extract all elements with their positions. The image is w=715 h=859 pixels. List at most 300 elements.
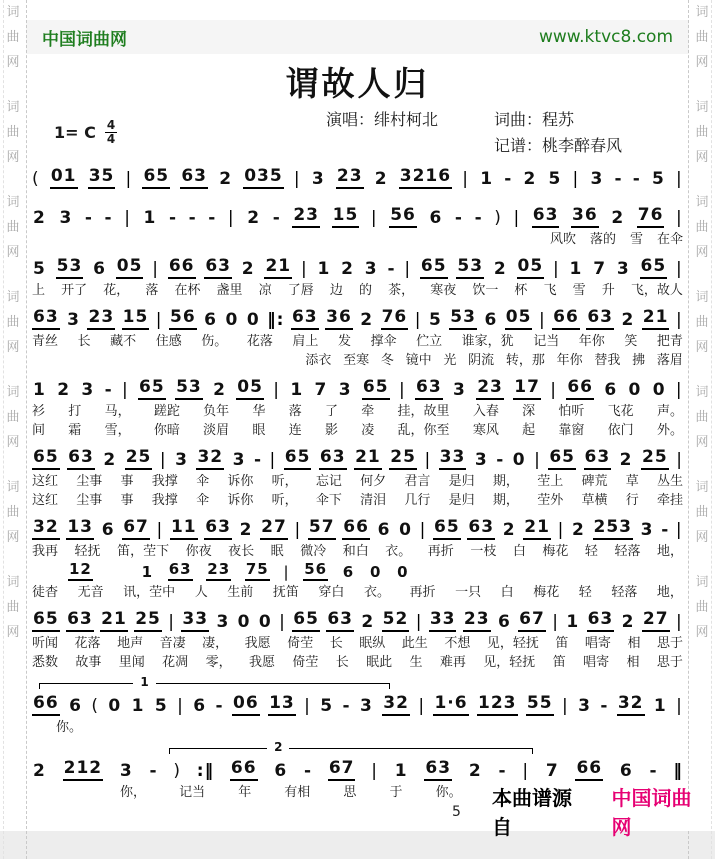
lyric-word: 谁家，犹 [461,334,514,349]
source-site-link[interactable]: 中国词曲网 [611,786,692,839]
note-group: 65 [420,256,448,279]
lyric-word: 藏不 [110,334,137,349]
note-group: 63 [424,758,452,781]
lyric-word: 我再 [32,544,59,559]
rail-watermark-char: 曲 [695,600,709,615]
lyric-word: 思于 [656,655,683,670]
lyric-word: 入春 [472,404,499,419]
lyric-word: 地， [656,544,683,559]
rail-watermark-char: 网 [6,340,20,355]
lyric-word: 连 [288,423,302,438]
note-group: 3 [59,208,73,228]
lyric-word: 了 [324,404,338,419]
page-number: 5 [452,804,461,820]
note-group: 23 [206,560,231,581]
barline: | [121,380,129,400]
lyric-word: 轻抚 [74,544,101,559]
barline: | [552,259,560,279]
rail-gap [689,550,715,570]
lyrics-row [32,349,683,368]
score-line [32,376,683,438]
barline: | [557,520,565,540]
barline: | [513,208,521,228]
note-group: 1 [569,259,583,279]
rail-watermark-char: 曲 [6,30,20,45]
note-group: 1 [394,761,408,781]
lyrics-row [32,632,683,651]
note-group: 6 [429,208,443,228]
bottom-band [0,831,715,859]
rail-gap [0,265,26,285]
note-group: 76 [381,307,409,330]
barline: | [152,259,160,279]
lyric-word: 我愿 [244,636,271,651]
note-group: 56 [169,307,197,330]
note-group: 2 [493,259,507,279]
rail-watermark-char: 曲 [695,125,709,140]
note-group: 212 [63,758,104,781]
note-group: 2 [213,380,226,400]
time-signature-bottom: 4 [106,131,116,146]
time-signature-top: 4 [106,118,116,132]
lyric-word: 生前 [227,585,254,600]
lyric-word: 轻 [584,544,598,559]
rail-gap [689,265,715,285]
dash: - [215,696,224,716]
rail-watermark-char: 网 [695,55,709,70]
lyric-word: 年你 [556,353,583,368]
barline: | [398,380,406,400]
lyric-word: 笛 [552,655,566,670]
note-group: 23 [476,377,504,400]
lyric-word: 添衣 [305,353,332,368]
note-group: 63 [204,517,232,540]
lyric-word: 诉你 [227,493,254,508]
phrase-paren: ) [494,208,502,228]
rail-watermark-char: 词 [695,385,709,400]
lyric-word: 寒风 [472,423,499,438]
lyric-word: 落眉 [656,353,683,368]
lyric-word: 飞花 [607,404,634,419]
rail-watermark-char: 曲 [695,410,709,425]
lyric-word: 是归 [448,493,475,508]
note-group: 2 [241,259,255,279]
note-group: 0 [397,563,409,581]
note-group: 32 [382,693,410,716]
rail-watermark-char: 网 [695,530,709,545]
note-group: 27 [260,517,288,540]
lyric-word: 忘记 [315,474,342,489]
barline: | [168,612,175,632]
left-decorative-rail [0,0,27,859]
rail-gap [689,170,715,190]
note-group: 32 [617,693,645,716]
barline: | [177,696,184,716]
note-group: 6 [101,520,115,540]
note-group: 05 [236,377,264,400]
lyric-word: 乱，你至 [397,423,450,438]
lyrics-row [32,540,683,559]
site-name-link[interactable]: 中国词曲网 [42,29,127,50]
dash: - [600,696,609,716]
note-group: 36 [571,205,599,228]
lyricist-credit: 词曲：程苏 [494,110,575,129]
lyric-word: 深 [522,404,536,419]
barline: | [552,612,559,632]
lyrics-row [32,716,683,735]
note-group: 5 [651,169,665,189]
lyric-word: 靠窗 [558,423,585,438]
ending-number: 2 [267,740,289,754]
lyric-word: 何夕 [360,474,387,489]
note-group: 65 [362,377,390,400]
lyric-word: 生 [409,655,423,670]
lyric-word: 凌 [361,423,375,438]
note-group: 66 [342,517,370,540]
lyrics-row [32,781,462,800]
lyric-word: 尘事 [76,474,103,489]
lyric-word: 轻 [578,585,592,600]
lyric-word: 外。 [656,423,683,438]
barline: | [414,310,422,330]
lyrics-row [32,330,683,349]
barline: | [522,761,530,781]
lyric-word: 怕听 [558,404,585,419]
note-group: 63 [291,307,319,330]
note-group: 1 [131,696,145,716]
rail-watermark-char: 词 [6,290,20,305]
note-group: 63 [66,609,94,632]
barline: | [269,450,277,470]
note-group: 12 [68,560,93,581]
lyric-word: 青丝 [32,334,59,349]
notes-row [32,692,683,716]
note-group: 0 [246,310,260,330]
lyric-word: 盏里 [216,283,243,298]
lyric-word: 声。 [656,404,683,419]
note-group: 1 [290,380,304,400]
final-barline: ‖ [673,761,683,781]
dash: - [253,450,263,470]
barline: | [676,450,683,470]
barline: | [676,208,683,228]
rail-watermark-char: 网 [695,340,709,355]
note-group: 15 [122,307,150,330]
note-group: 63 [532,205,560,228]
lyric-word: 再折 [409,585,436,600]
dash: - [149,761,158,781]
barline: | [294,520,302,540]
note-group: 3 [590,169,604,189]
note-group: 63 [204,256,232,279]
note-group: 6 [274,761,288,781]
note-group: 2 [103,450,117,470]
lyric-word: 难再 [439,655,466,670]
note-group: 3 [338,380,352,400]
rail-watermark-char: 曲 [6,220,20,235]
lyric-word: 起 [522,423,536,438]
score-line [32,306,683,368]
note-group: 0 [237,612,251,632]
lyric-word: 影 [324,423,338,438]
rail-watermark-char: 网 [695,245,709,260]
lyrics-row [32,581,683,600]
phrase-paren: ( [91,696,99,716]
note-group: 15 [332,205,360,228]
note-group: 5 [154,696,168,716]
site-url-link[interactable]: www.ktvc8.com [539,27,673,47]
note-group: 65 [138,377,166,400]
barline: | [462,169,469,189]
rail-gap [0,550,26,570]
lyric-word: 眠 [270,544,284,559]
dash: - [632,169,641,189]
note-group: 3 [616,259,630,279]
note-group: 2 [57,380,71,400]
lyric-word: 饮一 [472,283,499,298]
dash: - [84,208,93,228]
barline: | [404,259,412,279]
note-group: 65 [142,166,170,189]
lyric-word: 事 [120,493,134,508]
rail-watermark-char: 曲 [695,505,709,520]
rail-watermark-char: 网 [6,245,20,260]
note-group: 66 [168,256,196,279]
rail-watermark-char: 网 [6,435,20,450]
lyric-word: 听， [271,493,298,508]
lyric-word: 见，轻抚 [483,655,536,670]
lyric-word: 草横 [581,493,608,508]
notes-row [32,255,683,279]
right-decorative-rail [688,0,715,859]
note-group: 6 [604,380,618,400]
lyric-word: 你。 [56,720,83,735]
lyric-word: 落 [145,283,159,298]
lyric-word: 相 [626,655,640,670]
lyric-word: 轻落 [611,585,638,600]
lyrics-row [32,489,683,508]
lyric-word: 淡眉 [203,423,230,438]
note-group: 3 [311,169,325,189]
note-group: 13 [268,693,296,716]
note-group: 63 [584,447,612,470]
note-group: 2 [468,761,482,781]
lyrics-row [32,228,683,247]
note-group: 13 [66,517,94,540]
lyric-word: 诉你 [227,474,254,489]
lyric-word: 花凋 [162,655,189,670]
lyric-word: 碑荒 [581,474,608,489]
lyric-word: 此生 [401,636,428,651]
lyric-word: 升 [601,283,615,298]
dash: - [272,208,281,228]
dash: - [498,761,507,781]
note-group: 66 [575,758,603,781]
lyric-word: 冬 [380,353,394,368]
note-group: 63 [415,377,443,400]
barline: | [279,612,286,632]
note-group: 32 [32,517,60,540]
barline: | [418,696,426,716]
lyric-word: 清泪 [360,493,387,508]
rail-watermark-char: 网 [695,150,709,165]
note-group: 3216 [399,166,452,189]
score-line [32,446,683,508]
rail-gap [689,360,715,380]
lyric-word: 上 [32,283,46,298]
note-group: 27 [642,609,670,632]
lyric-word: 和白 [342,544,369,559]
lyric-word: 间 [32,423,46,438]
lyric-word: 你暗 [153,423,180,438]
lyric-word: 倚茔 [292,655,319,670]
note-group: 6 [93,259,106,279]
score-line [32,165,683,189]
note-group: 01 [50,166,78,189]
lyric-word: 君言 [404,474,431,489]
lyric-word: 倚茔 [287,636,314,651]
score-line [32,516,683,600]
lyric-word: 飞，故人 [630,283,683,298]
lyric-word: 落的 [589,232,616,247]
barline: | [561,696,569,716]
key-signature [54,119,117,145]
rail-watermark-char: 曲 [6,315,20,330]
note-group: 05 [505,307,533,330]
score-line [32,608,683,670]
note-group: 63 [168,560,193,581]
lyric-word: 花落 [246,334,273,349]
lyric-word: 人 [194,585,208,600]
note-group: 6 [342,563,355,581]
lyric-word: 伞 [196,474,210,489]
dash: - [342,696,351,716]
note-group: 2 [523,169,537,189]
repeat-sign: ‖: [267,310,285,330]
barline: | [675,310,683,330]
note-group: 3 [67,310,80,330]
dash: - [303,761,313,781]
barline: | [125,169,133,189]
rail-watermark-char: 网 [6,150,20,165]
notes-row [32,559,410,581]
barline: | [424,450,432,470]
note-group: 0 [369,563,382,581]
performer-credit: 演唱：绯村柯北 [326,110,439,129]
barline: | [572,169,580,189]
lyric-word: 衣。 [363,585,390,600]
lyric-word: 记当 [179,785,206,800]
lyric-word: 住感 [155,334,182,349]
note-group: 5 [428,310,442,330]
note-group: 3 [453,380,466,400]
lyric-word: 夜长 [228,544,255,559]
lyric-word: 镜中 [405,353,432,368]
note-group: 66 [230,758,258,781]
lyric-word: 了唇 [287,283,314,298]
note-group: 1 [33,380,46,400]
note-group: 65 [548,447,576,470]
barline: | [675,520,683,540]
lyric-word: 杯 [514,283,528,298]
lyric-word: 听， [271,474,298,489]
barline: | [371,761,378,781]
note-group: 33 [439,447,467,470]
notes-row [32,204,683,228]
lyric-word: 笑 [624,334,638,349]
note-group: 25 [389,447,417,470]
note-group: 66 [566,377,594,400]
lyric-word: 边 [329,283,343,298]
lyric-word: 长 [329,636,343,651]
rail-gap [689,75,715,95]
lyric-word: 笛，茔下 [117,544,170,559]
lyric-word: 微冷 [300,544,327,559]
note-group: 56 [303,560,328,581]
lyric-word: 替我 [594,353,621,368]
rail-watermark-char: 网 [695,435,709,450]
lyric-word: 无音 [77,585,104,600]
rail-watermark-char: 词 [695,195,709,210]
rail-gap [0,645,26,665]
notes-row [32,757,683,781]
rail-gap [689,455,715,475]
lyric-word: 光 [443,353,457,368]
barline: | [676,169,683,189]
lyric-word: 白 [512,544,526,559]
lyric-word: 里闻 [118,655,145,670]
rail-watermark-char: 曲 [6,505,20,520]
note-group: 2 [502,520,516,540]
score-line [32,675,683,735]
lyric-word: 寒夜 [430,283,457,298]
note-group: 2 [611,208,625,228]
note-group: 7 [593,259,607,279]
note-group: 3 [216,612,230,632]
repeat-sign: :‖ [196,761,215,781]
lyric-word: 发 [337,334,351,349]
lyric-word: 长 [77,334,91,349]
note-group: 25 [134,609,162,632]
lyric-word: 唱寄 [583,655,610,670]
dash: - [649,761,658,781]
note-group: 1 [480,169,494,189]
lyric-word: 打 [68,404,82,419]
note-group: 65 [292,609,320,632]
note-group: 65 [32,447,60,470]
notation-credit: 记谱：桃李醉春风 [494,136,623,155]
lyric-word: 草 [625,474,639,489]
barline: | [159,450,167,470]
song-meta [26,105,689,159]
lyric-word: 不想 [444,636,471,651]
rail-watermark-char: 词 [695,5,709,20]
note-group: 05 [116,256,144,279]
note-group: 53 [56,256,84,279]
rail-watermark-char: 词 [6,195,20,210]
lyric-word: 白 [500,585,514,600]
lyric-word: 你。 [435,785,462,800]
note-group: 63 [467,517,495,540]
lyric-word: 马， [104,404,131,419]
barline: | [538,310,546,330]
lyric-word: 眠此 [366,655,393,670]
lyric-word: 花落 [74,636,101,651]
lyric-word: 思于 [656,636,683,651]
lyric-word: 年你 [578,334,605,349]
lyric-word: 徒杳 [32,585,59,600]
note-group: 25 [125,447,153,470]
